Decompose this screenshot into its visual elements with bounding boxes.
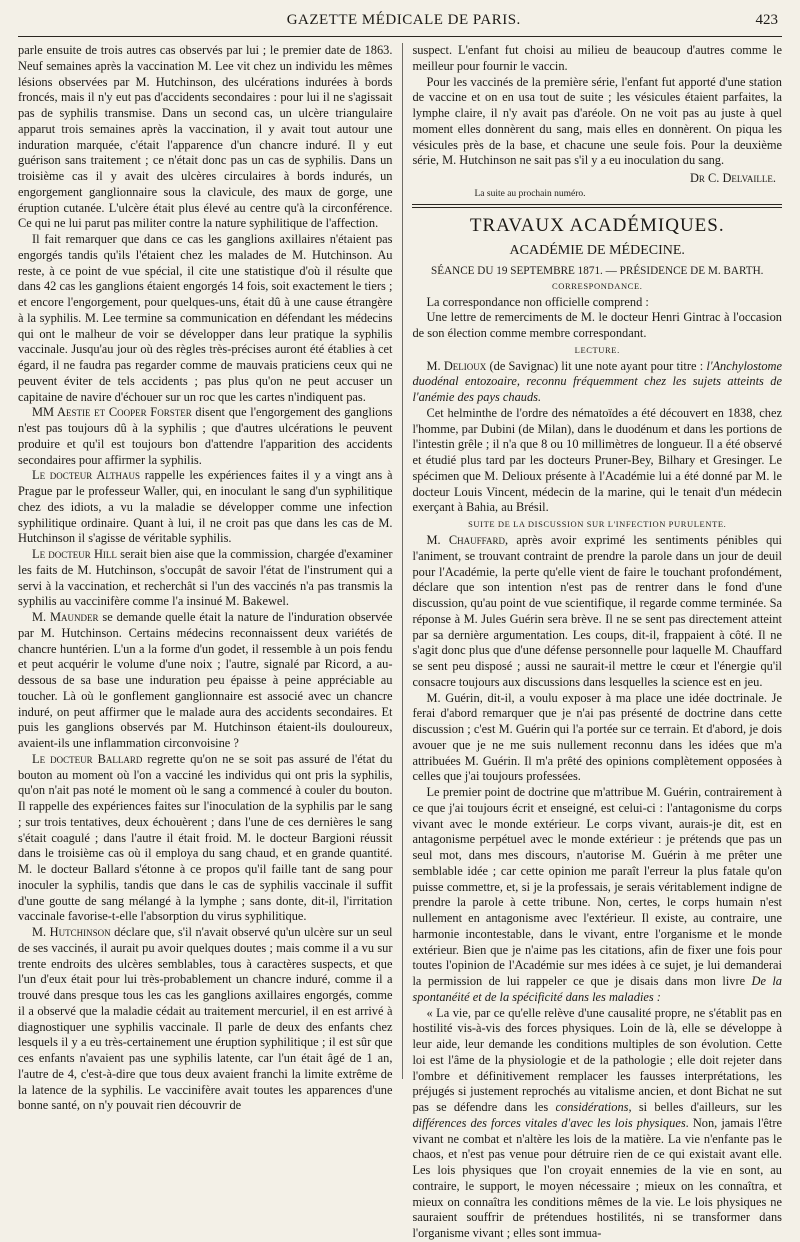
journal-title: GAZETTE MÉDICALE DE PARIS.	[286, 12, 521, 28]
speaker-name: M. Maunder	[32, 610, 99, 624]
section-divider	[412, 204, 782, 208]
session-heading: SÉANCE DU 19 SEPTEMBRE 1871. — PRÉSIDENCE DE M. BARTH.	[430, 264, 764, 277]
paragraph	[18, 925, 392, 1114]
paragraph: M. Guérin, dit-il, a voulu exposer à ma place une idée doctrinale. Je ferai d'abord remarquer que je n'ai pas présenté de doctrine dans cette discussion ; c'est M. Guérin qui l'a portée sur ce terrain. Et d'abord, je dois avouer que je ne me suis nullement reconnu dans les idées que m'a attribuées M. Guérin. Il m'a prêté des opinions complètement opposées à celles que j'ai toujours professées.	[412, 690, 782, 784]
paragraph-text: , après avoir exprimé les sentiments pénibles qui l'animent, se trouvant contraint de prendre la parole dans un jour de deuil pour l'Académie, la perte qu'elle vient de faire le touchant profondément, déclare que son intention n'est pas de rentrer dans le fond d'une discussion, qu'au point de vue scientifique, il regarde comme terminée. Sa réponse à M. Jules Guérin sera brève. Il ne se sent pas directement atteint par sa dernière argumentation. Les coups, dit-il, frappaient à côté. Il ne s'agit donc plus que d'une défense personnelle pour laquelle M. Chauffard se sent peu disposé ; aussi ne saurait-il mettre le cœur et l'énergie qu'il consacre toujours aux discussions dans lesquelles la science est en jeu.	[412, 533, 782, 689]
quote-text: , si belles d'ailleurs, sur les	[628, 1100, 782, 1115]
paragraph-text: Le premier point de doctrine que m'attribue M. Guérin, contrairement à ce que j'ai toujours écrit et enseigné, est celui-ci : l'antagonisme du corps vivant avec le monde extérieur. Le corps vivant, aurais-je dit, est en antagonisme perpétuel avec le monde extérieur : je prétends que pas un seul mot, dans mes discours, n'autorise M. Guérin à me prêter une semblable idée ; car cette opinion me paraît l'erreur la plus fatale qu'on puisse commettre, et, si je la professais, je serais véritablement indigne de prendre la parole à cette tribune. Non, certes, le corps humain n'est nullement en antagonisme avec l'extérieur. Il existe, au contraire, une harmonie incontestable, dans le vivant, entre l'organisme et le monde extérieur. Bien que je n'aime pas les citations, afin de fixer une fois pour toutes l'opinion de l'Académie sur mes idées à ce sujet, je lui demanderai la permission de lui rappeler ce que je disais dans mon livre	[412, 785, 782, 989]
author-signature: Dr C. Delvaille.	[689, 171, 776, 185]
paragraph-text: (de Savignac) lit une note ayant pour titre :	[486, 358, 707, 373]
section-title: TRAVAUX ACADÉMIQUES.	[469, 214, 725, 236]
speaker-name: Le docteur Ballard	[32, 751, 143, 766]
speaker-name: Le docteur Hill	[32, 547, 117, 561]
paragraph-text: se demande quelle était la nature de l'induration observée par M. Hutchinson. Certains médecins reconnaissent deux variétés de chancre huntérien. L'un a la forme d'un godet, il ressemble à un pois fendu et peut acquérir le volume d'une noix ; l'autre, signalé par Ricord, a au-dessous de sa base une induration peu épaisse à peine appréciable au toucher. Là où le gonflement ganglionnaire est associé avec un chancre induré, on peut affirmer que le malade aura des accidents secondaires. Et puis les ganglions observés par M. Hutchinson étaient-ils douloureux, avaient-ils une inflammation circonvoisine ?	[18, 610, 393, 750]
speaker-name: M. Chauffard	[426, 533, 505, 548]
paragraph	[18, 610, 392, 752]
paragraph	[412, 533, 782, 691]
paragraph: suspect. L'enfant fut choisi au milieu de beaucoup d'autres comme le meilleur pour fournir le vaccin.	[412, 43, 782, 73]
quotation	[412, 1006, 782, 1242]
quote-text: . Non, jamais l'être vivant ne combat et n'altère les lois de la matière. La vie n'enfante pas le chaos, et n'est pas venue pour détruire rien de ce qui existait avant elle. Les lois physiques que l'on croyait ennemies de la vie en sont, au contraire, le support, le moyen nécessaire ; mieux on les connaîtra, et mieux on connaîtra les conditions mêmes de la vie. Le lois physiques ne sauraient souffrir de prétendues hostilités, ni se transformer dans l'organisme vivant ; elles sont immua-	[412, 1115, 782, 1241]
speaker-name: MM Aestie et Cooper Forster	[32, 405, 192, 420]
paragraph: Il fait remarquer que dans ce cas les ganglions axillaires n'étaient pas engorgés tandis qu'ils l'étaient chez les malades de M. Hutchinson. Au reste, à ce point de vue spécial, il cite une statistique d'où il résulte que dans 42 cas les ganglions étaient engorgés 14 fois, soit exactement le tiers ; et encore l'engorgement, pour quelques-uns, était dû à une cause étrangère à la syphilis. M. Lee termine sa communication en défendant les médecins qui ont le malheur de voir se développer dans leur pratique la syphilis vaccinale. Jusqu'au jour où des règles très-précises auront été établies à cet égard, il ne faudra pas regarder comme de mauvais praticiens ceux qui ne peuvent éviter de tels accidents ; pas plus qu'on ne peut accuser un capitaine de navire d'échouer sur un roc que les cartes n'indiquent pas.	[18, 232, 393, 404]
left-column	[18, 43, 393, 1113]
paragraph-text: disent que l'engorgement des ganglions n'est pas toujours dû à la syphilis ; que d'autres ulcérations le peuvent produire et qu'il est toujours bon d'attendre l'apparition des accidents secondaires pour affirmer la syphilis.	[18, 405, 393, 467]
quote-italic: différences des forces vitales d'avec les lois physiques	[412, 1115, 686, 1130]
paragraph: Cet helminthe de l'ordre des nématoïdes a été découvert en 1838, chez l'homme, par Dubini (de Milan), dans le duodénum et dans les portions de l'intestin grêle ; il n'a que 8 ou 10 millimètres de longueur. Il a été observé et étudié plus tard par les docteurs Pruner-Bey, Bilhary et Gresinger. Le spécimen que M. Delioux présente à l'Académie lui a été donné par M. le docteur Louis Vincent, médecin de la marine, qui le tenait d'un médecin exerçant à Bahia, au Brésil.	[412, 405, 782, 515]
paragraph: parle ensuite de trois autres cas observés par lui ; le premier date de 1863. Neuf semaines après la vaccination M. Lee vit chez un individu les mêmes lésions observées par M. Hutchinson, des ulcérations indurées à bords froncés, mais il n'y eut pas d'accidents secondaires : pour lui il ne s'agissait pas de syphilis transmise. Dans un second cas, un ulcère triangulaire apparut trois semaines après la vaccination, il y avait tout autour une induration marquée, c'était l'apparence d'un chancre induré. Il y eut guérison sans traitement ; ce n'était donc pas un cas de syphilis. Dans un troisième cas il y avait des ulcères circulaires à bords indurés, un engorgement ganglionnaire sous la clavicule, des maux de gorge, une éruption cutanée. L'ulcère était plus élevé au centre qu'à la circonférence. Ce qui ne lui parut pas militer contre la nature syphilitique de l'affection.	[18, 43, 393, 231]
lecture-heading: LECTURE.	[574, 344, 620, 355]
paragraph	[18, 752, 392, 925]
paragraph: La correspondance non officielle comprend :	[426, 294, 649, 309]
paragraph	[18, 405, 392, 468]
speaker-name: M. Delioux	[426, 358, 487, 373]
correspondence-heading: CORRESPONDANCE.	[552, 280, 643, 291]
text-columns	[18, 43, 783, 1241]
paragraph-text: serait bien aise que la commission, chargée d'examiner les faits de M. Hutchinson, s'occupât de savoir l'état de l'instrument qui a servi à la vaccination, et recherchât si l'un des vaccinés n'a pas transmis la syphilis au vaccinifère comme l'a insinué M. Bakewel.	[18, 547, 393, 609]
continuation-note: La suite au prochain numéro.	[474, 188, 586, 199]
paragraph: Pour les vaccinés de la première série, l'enfant fut apporté d'une station de vaccine et on en usa tout de suite ; les vésicules étaient parfaites, la lymphe claire, il n'y avait pas d'aréole. On ne voit pas au juste à quel moment elles donnèrent du sang, mais elles en donnèrent. On piqua les vésicules près de la base, et chacune une seule fois. Pour la deuxième série, M. Hutchinson ne sait pas s'il y a eu inoculation du sang.	[412, 74, 782, 168]
quote-text: « La vie, par ce qu'elle relève d'une causalité propre, ne s'établit pas en hostilité vis-à-vis des forces physiques. Loin de là, elle se développe à leur aide, leur demande les conditions multiples de son évolution. Cette loi est l'âme de la physiologie et de la pathologie ; elle doit rejeter dans l'ombre et définitivement remplacer les fausses interprétations, les préjugés si justement reprochés au vitalisme ancien, et dont Bichat ne sut pas se défendre dans les	[412, 1005, 782, 1115]
book-title: De la spontanéité et de la spécificité dans les maladies :	[412, 974, 783, 1004]
paragraph	[412, 785, 782, 1006]
right-column	[402, 43, 783, 1241]
speaker-name: M. Hutchinson	[32, 925, 111, 939]
paragraph-text: déclare que, s'il n'avait observé qu'un ulcère sur un seul de ses vaccinés, il aurait pu avoir quelques doutes ; mais comme il a vu sur trente endroits des ulcères semblables, tous à caractères suspects, et que l'un d'eux était pour lui très-probablement un chancre induré, comme il a trouvé dans presque tous les cas les ganglions axillaires engorgés, comme il a observé que la maladie cédait au traitement mercuriel, il en est arrivé à diagnostiquer une syphilis vaccinale. Il parle de deux des enfants chez lesquels il y a eu très-certainement une éruption syphilitique ; il est sûr que ces enfants n'avaient pas une syphilis latente, car l'un était âgé de 1 an, l'autre de 4, c'est-à-dire que tous deux avaient franchi la limite extrême de la latence de la syphilis. Le vaccinifère avait toutes les apparences d'une bonne santé, on n'y pouvait rien découvrir de	[18, 925, 393, 1113]
paragraph	[18, 547, 392, 610]
speaker-name: Le docteur Althaus	[32, 468, 140, 483]
paragraph	[18, 468, 392, 547]
running-header	[18, 12, 782, 37]
discussion-heading: SUITE DE LA DISCUSSION SUR L'INFECTION PURULENTE.	[468, 519, 727, 530]
note-title: l'Anchylostome duodénal entozoaire, reconnu fréquemment chez les sujets atteints de l'anémie des pays chauds.	[412, 358, 782, 405]
paragraph: Une lettre de remerciments de M. le docteur Henri Gintrac à l'occasion de son élection comme membre correspondant.	[412, 310, 782, 341]
page-number: 423	[755, 12, 778, 28]
paragraph	[412, 359, 782, 406]
academy-heading: ACADÉMIE DE MÉDECINE.	[509, 242, 685, 258]
paragraph-text: rappelle les expériences faites il y a vingt ans à Prague par le professeur Waller, qui, en inoculant le sang d'un syphilitique chez des idiots, a vu la maladie se développer comme une infection syphilitique ordinaire. Quant à lui, il ne croit pas que dans les cas de M. Hutchinson il s'agisse de véritable syphilis.	[18, 468, 393, 546]
paragraph-text: regrette qu'on ne se soit pas assuré de l'état du bouton au moment où l'on a vacciné les individus qui ont pris la syphilis, qu'on n'ait pas noté le moment où le sang a commencé à couler du bouton. Il rappelle des expériences faites sur l'inoculation de la syphilis par le sang ; sur trois tentatives, deux échouèrent ; dans l'une de ces dernières le sang s'était coagulé ; dans l'autre il était froid. M. le docteur Bargioni réussit dans le troisième cas où il employa du sang chaud, et en grande quantité. M. le docteur Ballard s'étonne à ce propos qu'il faille tant de sang pour inoculer la syphilis, tandis que dans le cas de syphilis vaccinale il suffit d'une goutte de sang mélangé à la lymphe ; sans donte, dit-il, l'irritation vaccinale favorise-t-elle l'absorption du virus syphilitique.	[18, 751, 393, 924]
quote-italic: considérations	[555, 1100, 629, 1115]
